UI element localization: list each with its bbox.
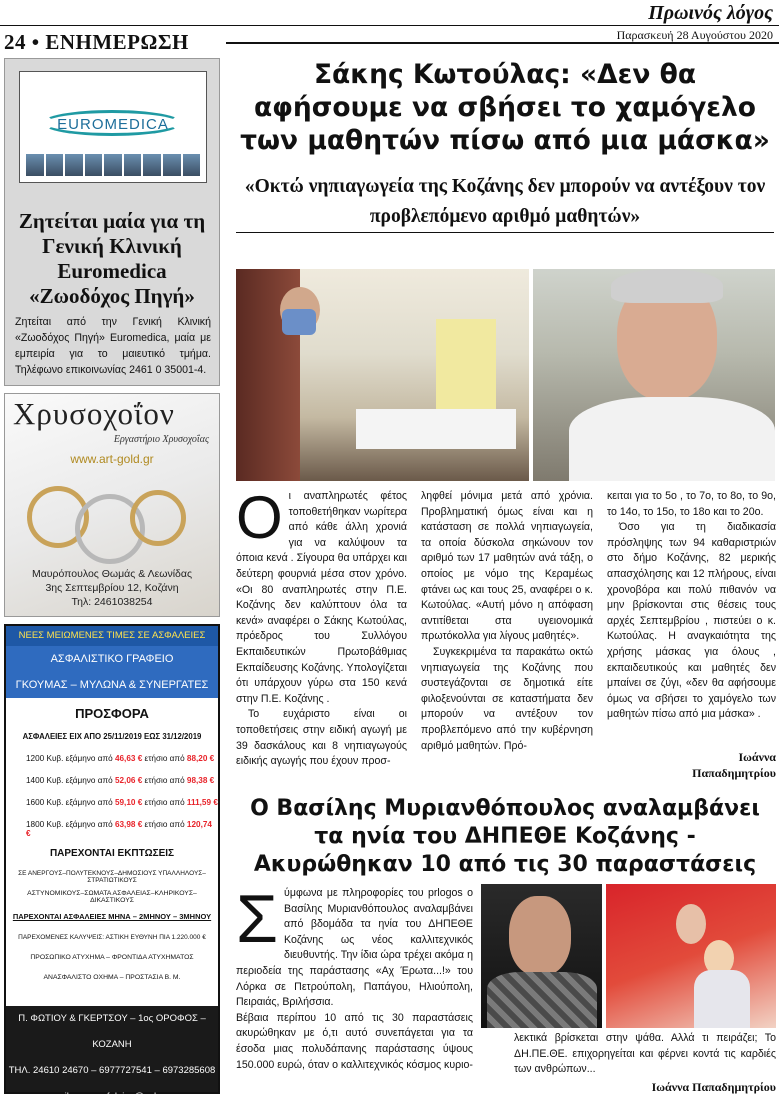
drop-cap: Ο [236, 484, 283, 551]
discounts-line: ΑΣΤΥΝΟΜΙΚΟΥΣ–ΣΩΜΑΤΑ ΑΣΦΑΛΕΙΑΣ–ΚΛΗΡΙΚΟΥΣ–ΔΙΚΑΣΤΙΚΟΥΣ [27, 890, 197, 904]
coverage-line: ΑΝΑΣΦΑΛΙΣΤΟ ΟΧΗΜΑ – ΠΡΟΣΤΑΣΙΑ Β. Μ. [43, 974, 181, 981]
header-rule [0, 25, 779, 26]
portrait-photo [533, 269, 775, 481]
jewelry-phone: Τηλ: 2461038254 [71, 596, 153, 608]
article1-subhead: «Οκτώ νηπιαγωγεία της Κοζάνης δεν μπορούν να αντέξουν τον προβλεπόμενο αριθμό μαθητών» [244, 176, 766, 227]
article1-column-2: ληφθεί μόνιμα μετά από χρόνια. Προβληματική όμως είναι και η κατάσταση σε πολλά νηπιαγωγεία, τα οποία δύσκολα σηκώνουν τον αριθμό των 17 μαθητών ανά τάξη, ο οποίος με νόμο της Κεραμέως φτάνει ως και τους 25, αναφέρει ο κ. Κωτούλας. «Αυτή μόνο η απόφαση αντιτίθεται στα υγειονομικά πρωτόκολλα για λίγους μαθητές». Συγκεκριμένα τα παρακάτω οκτώ νηπιαγωγεία της Κοζάνης που συστεγάζονται σε δημοτικά είτε φιλοξενούνται σε καταστήματα δεν μπορούν να αντέξουν τον προβλεπόμενο από την κυβέρνηση αριθμό μαθητών. Πρό- [421, 490, 593, 752]
article1-headline: Σάκης Κωτούλας: «Δεν θα αφήσουμε να σβήσει το χαμόγελο των μαθητών πίσω από μια μάσκα» [240, 59, 770, 156]
divider [236, 232, 774, 233]
insurance-header: ΑΣΦΑΛΙΣΤΙΚΟ ΓΡΑΦΕΙΟ ΓΚΟΥΜΑΣ – ΜΥΛΩΝΑ & ΣΥΝΕΡΓΑΤΕΣ [6, 646, 218, 698]
article2-headline: Ο Βασίλης Μυριανθόπουλος αναλαμβάνει τα ηνία του ΔΗΠΕΘΕ Κοζάνης - Ακυρώθηκαν 10 από τις 30 παραστάσεις [250, 796, 760, 877]
jewelry-ad[interactable] [4, 393, 220, 617]
article1-signature: Παπαδημητρίου [692, 766, 776, 780]
discounts-line: ΣΕ ΑΝΕΡΓΟΥΣ–ΠΟΛΥΤΕΚΝΟΥΣ–ΔΗΜΟΣΙΟΥΣ ΥΠΑΛΛΗΛΟΥΣ–ΣΤΡΑΤΙΩΤΙΚΟΥΣ [18, 870, 206, 884]
insurance-top: ΝΕΕΣ ΜΕΙΩΜΕΝΕΣ ΤΙΜΕΣ ΣΕ ΑΣΦΑΛΕΙΕΣ [6, 626, 218, 646]
discounts-title: ΠΑΡΕΧΟΝΤΑΙ ΕΚΠΤΩΣΕΙΣ [49, 848, 175, 859]
insurance-email[interactable]: e-mail : gss_asfaleies@yahoo.gr [43, 1091, 181, 1102]
section-title: 24 • ΕΝΗΜΕΡΩΣΗ [4, 30, 189, 54]
price-row: 1600 Κυβ. εξάμηνο από 59,10 € ετήσιο από 111,59 € [26, 798, 218, 807]
price-row: 1200 Κυβ. εξάμηνο από 46,63 € ετήσιο από 88,20 € [26, 754, 215, 763]
issue-date: Παρασκευή 28 Αυγούστου 2020 [616, 28, 773, 42]
price-row: 1400 Κυβ. εξάμηνο από 52,06 € ετήσιο από 98,38 € [26, 776, 215, 785]
coverage-line: ΠΑΡΕΧΟΜΕΝΕΣ ΚΑΛΥΨΕΙΣ: ΑΣΤΙΚΗ ΕΥΘΥΝΗ ΠΙΑ 1.220.000 € [18, 934, 206, 941]
ad-headline: Ζητείται μαία για τη Γενική Κλινική Euromedica «Ζωοδόχος Πηγή» [18, 209, 206, 308]
euromedica-logo: EUROMEDICA [19, 71, 207, 183]
article2-column-2: λεκτικά βρίσκεται στην ψάθα. Αλλά τι πειράζει; Το ΔΗ.ΠΕ.ΘΕ. επιχορηγείται και φέρνει κοντά τις καρδιές των ανθρώπων... [514, 1032, 776, 1076]
price-row: 1800 Κυβ. εξάμηνο από 63,98 € ετήσιο από 120,74 € [26, 820, 212, 838]
article2-column-1: Σ ύμφωνα με πληροφορίες του prlogos ο Βασίλης Μυριανθόπουλος αναλαμβάνει από βδομάδα τα ηνία του ΔΗΠΕΘΕ Κοζάνης ως νέος καλλιτεχνικός διευθυντής. Την ίδια ώρα τρέχει ακόμα η περιοδεία της παράστασης «Αχ Έρωτα...!» του Λόρκα σε Πετρούπολη, Παπάγου, Ηλιούπολη, Πειραιάς, Βριλήσσια. Βέβαια περίπου 10 από τις 30 παραστάσεις ακυρώθηκαν με ό,τι αυτό συνεπάγεται για τα έσοδα μιας πολυδάπανης παράστασης ύψους 150.000 ευρώ, όταν ο καλλιτεχνικός κόσμος κυριο- [236, 881, 473, 1071]
classroom-photo [236, 269, 529, 481]
header-rule-bold [226, 42, 779, 44]
jewelry-subtitle: Εργαστήριο Χρυσοχοΐας [113, 434, 209, 445]
coverage-line: ΠΡΟΣΩΠΙΚΟ ΑΤΥΧΗΜΑ – ΦΡΟΝΤΙΔΑ ΑΤΥΧΗΜΑΤΟΣ [30, 954, 194, 961]
jewelry-website[interactable]: www.art-gold.gr [70, 452, 154, 466]
offer-period: ΑΣΦΑΛΕΙΕΣ ΕΙΧ ΑΠΟ 25/11/2019 ΕΩΣ 31/12/2019 [22, 732, 202, 741]
ring-icon [130, 490, 186, 546]
jewelry-title: Χρυσοχοΐον [13, 396, 175, 431]
article1-signature: Ιωάννα [738, 750, 776, 764]
insurance-contact: Π. ΦΩΤΙΟΥ & ΓΚΕΡΤΣΟΥ – 1ος ΟΡΟΦΟΣ – ΚΟΖΑΝΗ ΤΗΛ. 24610 24670 – 6977727541 – 6973285608 e-mail : gss_asfaleies@yahoo.gr [6, 1006, 218, 1092]
offer-title: ΠΡΟΣΦΟΡΑ [75, 706, 149, 721]
euromedica-ad[interactable] [4, 58, 220, 386]
jewelry-address: Μαυρόπουλος Θωμάς & Λεωνίδας [31, 568, 193, 580]
newspaper-name: Πρωινός λόγος [648, 2, 773, 24]
article1-column-3: κειται για το 5ο , το 7ο, το 8ο, το 9ο, το 14ο, το 15ο, το 18ο και το 20ο. Όσο για τη διαδικασία πρόσληψης των 94 καθαριστριών στο δήμο Κοζάνης, 82 μερικής απασχόλησης και 12 πλήρους, είναι χρονοβόρα και πολύ πιθανόν να μην βρίσκονται στις θέσεις τους αρχές Σεπτεμβρίου , πιστεύει ο κ. Κωτούλας. Η αναγκαιότητα της χρήσης μάσκας για όλους , εκπαιδευτικούς και μαθητές δεν μπαίνει σε ζύγι, «δεν θα αφήσουμε όμως να σβήσει το χαμόγελο των μαθητών πίσω από μια μάσκα» . [607, 490, 776, 721]
monthly-line: ΠΑΡΕΧΟΝΤΑΙ ΑΣΦΑΛΕΙΕΣ ΜΗΝΑ – 2ΜΗΝΟΥ – 3ΜΗΝΟΥ [12, 912, 212, 921]
jewelry-street: 3ης Σεπτεμβρίου 12, Κοζάνη [45, 582, 179, 594]
insurance-ad[interactable] [4, 624, 220, 1102]
ad-body: Ζητείται από την Γενική Κλινική «Ζωοδόχος Πηγή» Euromedica, μαία με εμπειρία για το μαιευτικό τμήμα. Τηλέφωνο επικοινωνίας 2461 0 35001-4. [15, 316, 211, 376]
theatre-photo [606, 884, 776, 1028]
article2-signature: Ιωάννα Παπαδημητρίου [651, 1080, 776, 1094]
article1-column-1: Ο ι αναπληρωτές φέτος τοποθετήθηκαν νωρίτερα από κάθε άλλη χρονιά για να καλύψουν τα όποια κενά . Σίγουρα θα υπάρχει και δεύτερη φουρνιά μέσα στον χρόνο. «Οι 80 αναπληρωτές στην Π.Ε. Κοζάνης δεν καλύπτουν όλα τα κενά» αναφέρει ο Σάκης Κωτούλας, πρόεδρος του Συλλόγου Εκπαιδευτικών Πρωτοβάθμιας Εκπαίδευσης Κοζάνης. Υπολογίζεται ότι υπάρχουν γύρω στα 150 κενά στην Π.Ε. Κοζάνης . Το ευχάριστο είναι οι τοποθετήσεις στην ειδική αγωγή με 39 δασκάλους και 8 νηπιαγωγούς ειδικής αγωγής που έχουν προσ- [236, 484, 407, 768]
drop-cap: Σ [236, 881, 279, 957]
director-photo [481, 884, 602, 1028]
